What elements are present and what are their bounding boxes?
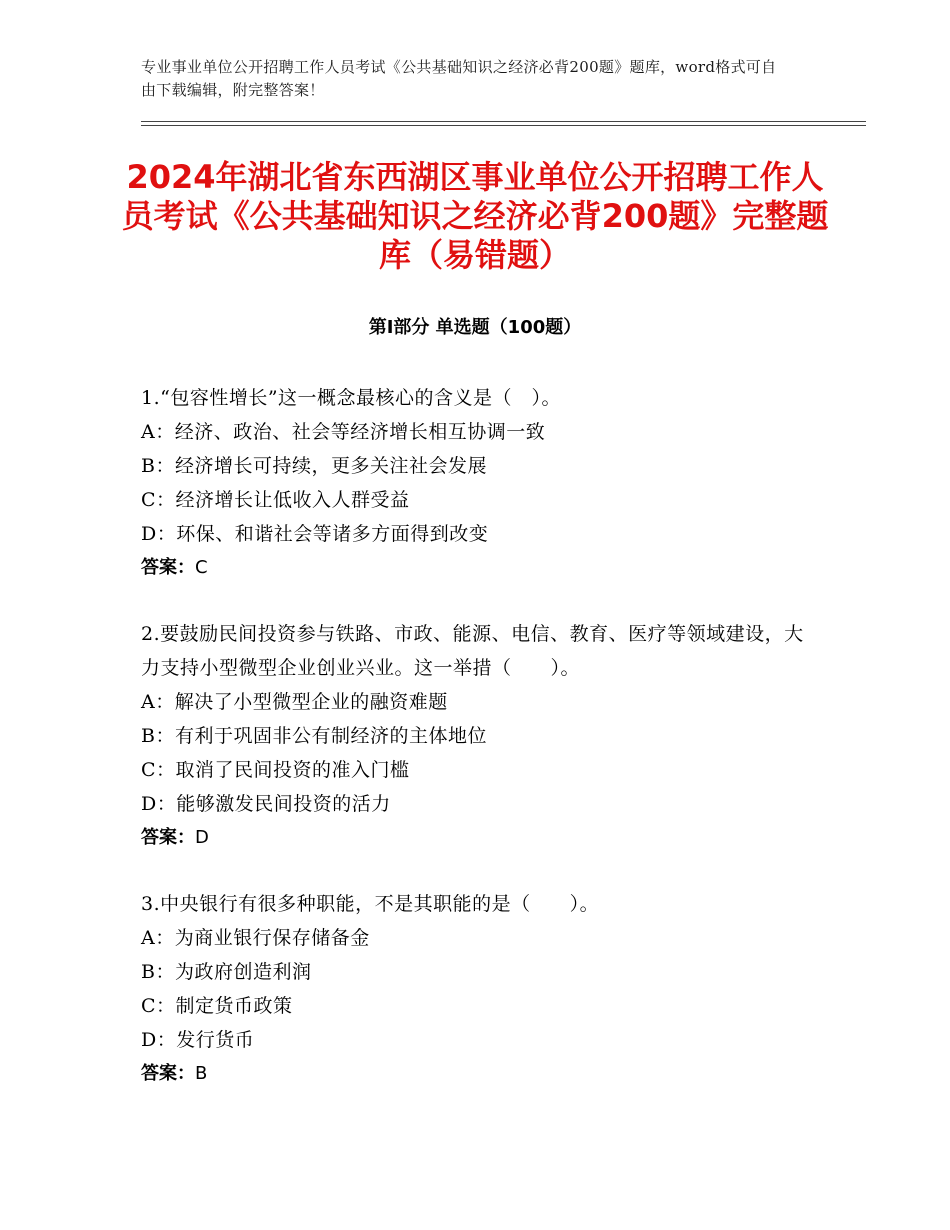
option-a: A：为商业银行保存储备金 xyxy=(141,927,370,949)
option-d: D：环保、和谐社会等诸多方面得到改变 xyxy=(141,523,489,545)
header-divider xyxy=(141,121,866,126)
option-b: B：为政府创造利润 xyxy=(141,961,312,983)
answer-label: 答案： xyxy=(141,827,195,848)
question-stem: 2.要鼓励民间投资参与铁路、市政、能源、电信、教育、医疗等领域建设，大力支持小型微型企业创业兴业。这一举措（ ）。 xyxy=(141,623,804,679)
option-b: B：有利于巩固非公有制经济的主体地位 xyxy=(141,725,487,747)
question-2 xyxy=(141,617,821,855)
question-stem: 3.中央银行有很多种职能，不是其职能的是（ ）。 xyxy=(141,893,600,915)
option-c: C：取消了民间投资的准入门槛 xyxy=(141,759,410,781)
header-note: 专业事业单位公开招聘工作人员考试《公共基础知识之经济必背200题》题库，word格式可自由下载编辑，附完整答案！ xyxy=(141,58,777,99)
question-1 xyxy=(141,381,821,585)
section-title: 第Ⅰ部分 单选题（100题） xyxy=(368,317,582,338)
option-d: D：发行货币 xyxy=(141,1029,255,1051)
option-d: D：能够激发民间投资的活力 xyxy=(141,793,391,815)
option-a: A：解决了小型微型企业的融资难题 xyxy=(141,691,448,713)
answer-line xyxy=(141,551,821,585)
answer-value: D xyxy=(195,827,209,848)
option-c: C：经济增长让低收入人群受益 xyxy=(141,489,410,511)
question-list xyxy=(141,381,821,1123)
answer-value: B xyxy=(195,1063,208,1084)
option-b: B：经济增长可持续，更多关注社会发展 xyxy=(141,455,487,477)
answer-line xyxy=(141,821,821,855)
option-a: A：经济、政治、社会等经济增长相互协调一致 xyxy=(141,421,546,443)
question-stem: 1.“包容性增长”这一概念最核心的含义是（ ）。 xyxy=(141,387,562,409)
option-c: C：制定货币政策 xyxy=(141,995,293,1017)
document-title: 2024年湖北省东西湖区事业单位公开招聘工作人员考试《公共基础知识之经济必背200题》完整题库（易错题） xyxy=(121,158,829,274)
question-3 xyxy=(141,887,821,1091)
answer-label: 答案： xyxy=(141,1063,195,1084)
answer-label: 答案： xyxy=(141,557,195,578)
answer-value: C xyxy=(195,557,208,578)
answer-line xyxy=(141,1057,821,1091)
